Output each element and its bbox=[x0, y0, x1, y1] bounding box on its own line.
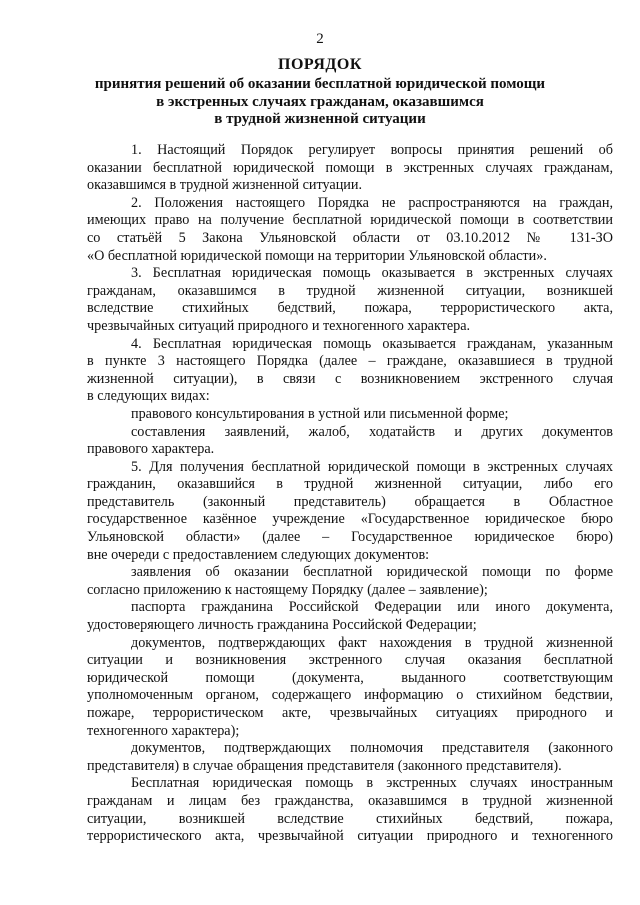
page-number: 2 bbox=[316, 31, 324, 47]
body-text-line: Ульяновской области» (далее – Государственное юридическое бюро) bbox=[87, 529, 613, 546]
body-text-line: имеющих право на получение бесплатной юридической помощи в соответствии bbox=[87, 212, 613, 229]
body-text-line: заявления об оказании бесплатной юридической помощи по форме bbox=[131, 564, 613, 581]
body-text-line: правового характера. bbox=[87, 441, 215, 458]
body-text-line: Бесплатная юридическая помощь в экстренных случаях иностранным bbox=[131, 775, 613, 792]
body-text-line: оказавшимся в трудной жизненной ситуации. bbox=[87, 177, 363, 194]
body-text-line: техногенного характера); bbox=[87, 722, 240, 739]
body-text-line: гражданам и лицам без гражданства, оказавшимся в трудной жизненной bbox=[87, 792, 613, 809]
body-text-line: 5. Для получения бесплатной юридической помощи в экстренных случаях bbox=[131, 458, 613, 475]
document-body bbox=[87, 142, 613, 846]
body-text-line: террористического акта, чрезвычайной ситуации природного и техногенного bbox=[87, 828, 613, 845]
body-text-line: документов, подтверждающих факт нахождения в трудной жизненной bbox=[131, 634, 613, 651]
body-text-line: чрезвычайных ситуаций природного и техногенного характера. bbox=[87, 317, 471, 334]
body-text-line: в пункте 3 настоящего Порядка (далее – граждане, оказавшиеся в трудной bbox=[87, 353, 613, 370]
body-text-line: государственное казённое учреждение «Государственное юридическое бюро bbox=[87, 511, 613, 528]
subtitle-line: в экстренных случаях гражданам, оказавшимся bbox=[156, 93, 484, 110]
body-text-line: 2. Положения настоящего Порядка не распространяются на граждан, bbox=[131, 194, 613, 211]
body-text-line: гражданам, оказавшимся в трудной жизненной ситуации, возникшей bbox=[87, 282, 613, 299]
body-text-line: 3. Бесплатная юридическая помощь оказывается в экстренных случаях bbox=[131, 265, 613, 282]
body-text-line: «О бесплатной юридической помощи на территории Ульяновской области». bbox=[87, 247, 547, 264]
body-text-line: представитель (законный представитель) обращается в Областное bbox=[87, 493, 613, 510]
body-text-line: представителя) в случае обращения представителя (законного представителя). bbox=[87, 757, 562, 774]
body-text-line: паспорта гражданина Российской Федерации или иного документа, bbox=[131, 599, 613, 616]
document-title: ПОРЯДОК bbox=[278, 56, 362, 73]
body-text-line: составления заявлений, жалоб, ходатайств и других документов bbox=[131, 423, 613, 440]
body-text-line: в следующих видах: bbox=[87, 388, 210, 405]
body-text-line: 1. Настоящий Порядок регулирует вопросы принятия решений об bbox=[131, 142, 613, 158]
body-text-line: 4. Бесплатная юридическая помощь оказывается гражданам, указанным bbox=[131, 335, 613, 352]
body-text-line: правового консультирования в устной или письменной форме; bbox=[131, 405, 509, 422]
body-text-line: юридической помощи (документа, выданного соответствующим bbox=[87, 669, 613, 686]
body-text-line: гражданин, оказавшийся в трудной жизненной ситуации, либо его bbox=[87, 476, 613, 493]
body-text-line: со статьёй 5 Закона Ульяновской области от 03.10.2012 № 131-ЗО bbox=[87, 229, 613, 246]
body-text-line: уполномоченным органом, содержащего информацию о стихийном бедствии, bbox=[87, 687, 613, 704]
body-text-line: согласно приложению к настоящему Порядку (далее – заявление); bbox=[87, 581, 488, 598]
body-text-line: ситуации и возникновения экстренного случая оказания бесплатной bbox=[87, 652, 613, 669]
body-text-line: пожаре, террористическом акте, чрезвычайных ситуациях природного и bbox=[87, 705, 613, 721]
body-text-line: вне очереди с предоставлением следующих документов: bbox=[87, 546, 430, 563]
body-text-line: ситуации, возникшей вследствие стихийных бедствий, пожара, bbox=[87, 810, 613, 827]
body-text-line: оказании бесплатной юридической помощи в экстренных случаях гражданам, bbox=[87, 159, 613, 176]
document-subtitle bbox=[0, 76, 640, 129]
subtitle-line: в трудной жизненной ситуации bbox=[214, 111, 426, 127]
body-text-line: вследствие стихийных бедствий, пожара, террористического акта, bbox=[87, 300, 613, 317]
body-text-line: жизненной ситуации), в связи с возникновением экстренного случая bbox=[87, 370, 613, 387]
body-text-line: документов, подтверждающих полномочия представителя (законного bbox=[131, 740, 613, 757]
subtitle-line: принятия решений об оказании бесплатной юридической помощи bbox=[94, 76, 546, 92]
body-text-line: удостоверяющего личность гражданина Российской Федерации; bbox=[87, 617, 477, 634]
